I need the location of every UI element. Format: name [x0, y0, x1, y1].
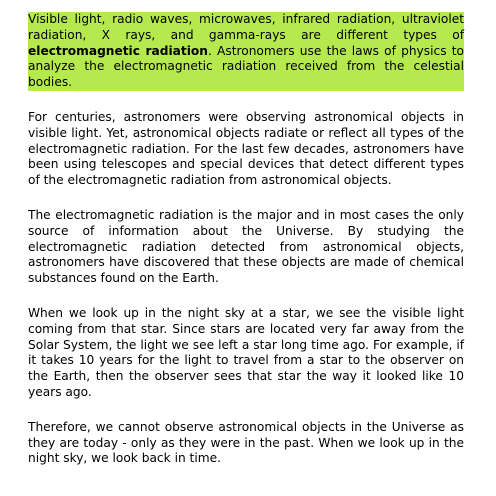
- intro-paragraph-highlighted: [28, 12, 464, 91]
- paragraph-information-source: The electromagnetic radiation is the major and in most cases the only source of information about the Universe. By studying the electromagnetic radiation detected from astronomical objects, astronomers have discovered that these objects are made of chemical substances found on the Earth.: [28, 207, 464, 286]
- paragraph-visible-light-history: For centuries, astronomers were observing astronomical objects in visible light. Yet, astronomical objects radiate or reflect all types of the electromagnetic radiation. For the last few decades, astronomers have been using telescopes and special devices that detect different types of the electromagnetic radiation from astronomical objects.: [28, 109, 464, 188]
- intro-text-start: Visible light, radio waves, microwaves, infrared radiation, ultraviolet radiation, X rays, and gamma-rays are different types of: [28, 12, 464, 42]
- paragraph-starlight-travel: When we look up in the night sky at a star, we see the visible light coming from that star. Since stars are located very far away from the Solar System, the light we see left a star long time ago. For example, if it takes 10 years for the light to travel from a star to the observer on the Earth, then the observer sees that star the way it looked like 10 years ago.: [28, 305, 464, 399]
- document-body: [28, 12, 464, 467]
- intro-text-end: . Astronomers use the laws of physics to analyze the electromagnetic radiation received from the celestial bodies.: [28, 43, 464, 90]
- term-electromagnetic-radiation: electromagnetic radiation: [28, 43, 208, 58]
- paragraph-look-back-in-time: Therefore, we cannot observe astronomical objects in the Universe as they are today - only as they were in the past. When we look up in the night sky, we look back in time.: [28, 419, 464, 466]
